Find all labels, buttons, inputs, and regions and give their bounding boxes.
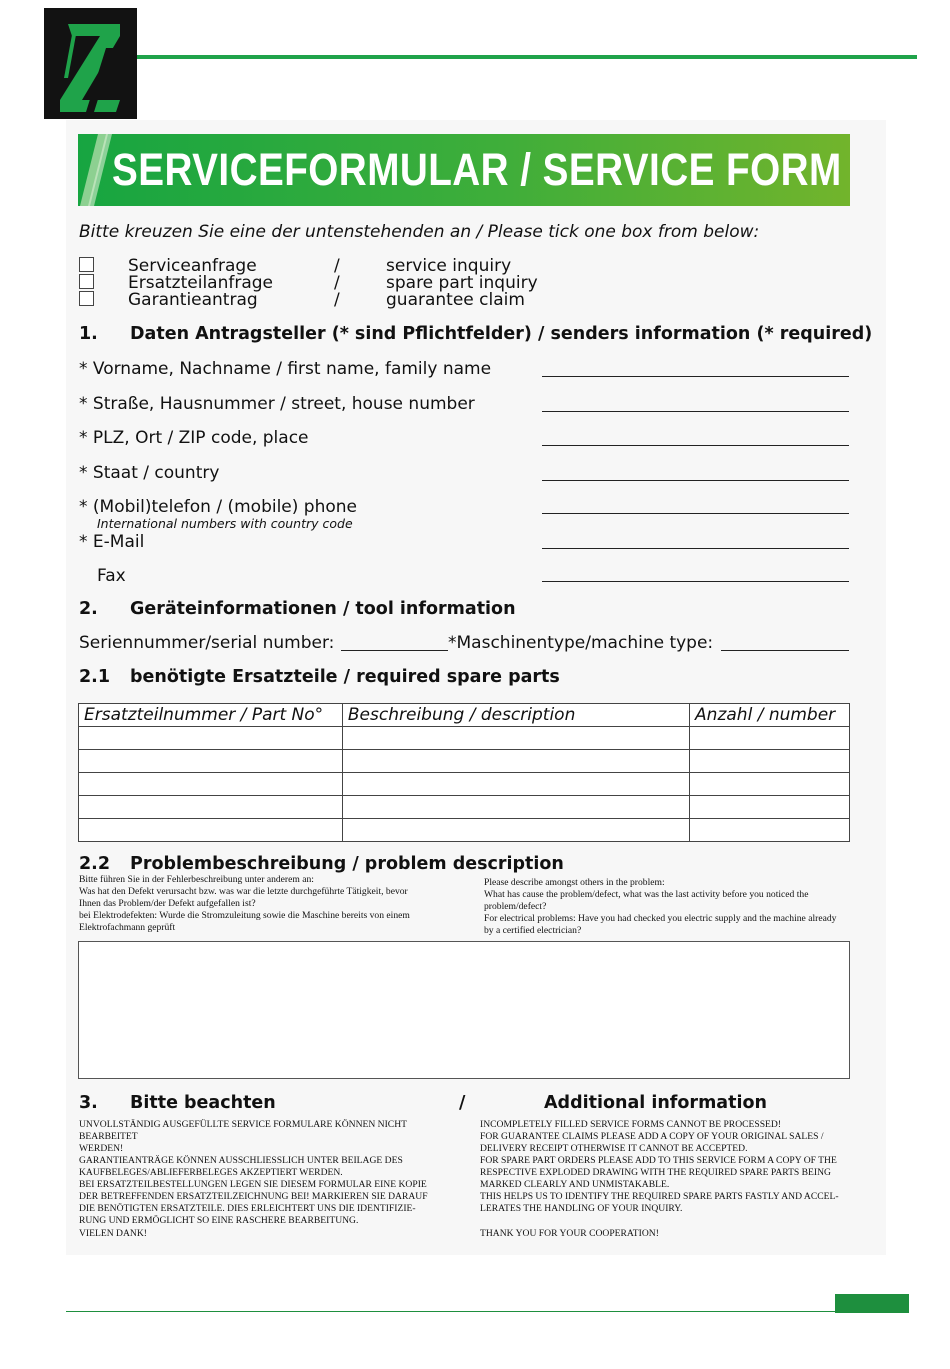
section-2-2-number: 2.2: [79, 854, 111, 874]
column-header-number: Anzahl / number: [690, 704, 850, 727]
checkbox-spare-part-inquiry[interactable]: [79, 274, 94, 289]
section-2-1-number: 2.1: [79, 667, 111, 687]
number-cell[interactable]: [690, 819, 850, 842]
hint-line: problem/defect?: [484, 901, 547, 912]
header-rule: [137, 55, 917, 59]
description-cell[interactable]: [342, 727, 689, 750]
phone-note: International numbers with country code: [97, 516, 353, 531]
field-label-country: * Staat / country: [79, 463, 220, 483]
problem-hint-de: [79, 874, 459, 934]
column-header-description: Beschreibung / description: [342, 704, 689, 727]
field-label-street: * Straße, Hausnummer / street, house number: [79, 394, 475, 414]
description-cell[interactable]: [342, 796, 689, 819]
description-cell[interactable]: [342, 819, 689, 842]
section-3-title-en: Additional information: [544, 1093, 767, 1113]
section-2-1-title: benötigte Ersatzteile / required spare parts: [130, 667, 560, 687]
option-de-label: Ersatzteilanfrage: [128, 273, 273, 293]
hint-line: by a certified electrician?: [484, 925, 582, 936]
option-separator: /: [334, 256, 340, 276]
country-input-line[interactable]: [542, 480, 849, 481]
field-label-phone: * (Mobil)telefon / (mobile) phone: [79, 497, 358, 517]
field-label-email: * E-Mail: [79, 532, 145, 552]
hint-line: What has cause the problem/defect, what was the last activity before you noticed the: [484, 889, 809, 900]
hint-line: Ihnen das Problem/der Defekt aufgefallen ist?: [79, 898, 256, 909]
thanks-de: VIELEN DANK!: [79, 1228, 147, 1239]
option-de-label: Garantieantrag: [128, 290, 258, 310]
instruction-text: Bitte kreuzen Sie eine der untenstehenden an / Please tick one box from below:: [79, 222, 760, 242]
part-no-cell[interactable]: [79, 796, 343, 819]
hint-line: For electrical problems: Have you had checked you electric supply and the machine already: [484, 913, 837, 924]
number-cell[interactable]: [690, 773, 850, 796]
title-banner: [78, 134, 850, 206]
section-3-separator: /: [459, 1093, 466, 1113]
section-3-title-de: Bitte beachten: [130, 1093, 276, 1113]
info-line: RESPECTIVE EXPLODED DRAWING WITH THE REQUIRED SPARE PARTS BEING: [480, 1167, 831, 1178]
hint-line: Bitte führen Sie in der Fehlerbeschreibung unter anderem an:: [79, 874, 314, 885]
serial-number-input-line[interactable]: [341, 650, 448, 651]
checkbox-guarantee-claim[interactable]: [79, 291, 94, 306]
option-separator: /: [334, 273, 340, 293]
hint-line: Please describe amongst others in the problem:: [484, 877, 665, 888]
info-line: UNVOLLSTÄNDIG AUSGEFÜLLTE SERVICE FORMULARE KÖNNEN NICHT BEARBEITET: [79, 1119, 407, 1142]
section-1-number: 1.: [79, 324, 98, 344]
zip-input-line[interactable]: [542, 445, 849, 446]
table-row: [79, 750, 850, 773]
number-cell[interactable]: [690, 727, 850, 750]
option-en-label: spare part inquiry: [386, 273, 538, 293]
problem-hint-en: [484, 877, 854, 937]
info-line: DER BETREFFENDEN ERSATZTEILZEICHNUNG BEI! MARKIEREN SIE DARAUF: [79, 1191, 428, 1202]
email-input-line[interactable]: [542, 548, 849, 549]
info-line: DIE BENÖTIGTEN ERSATZTEILE. DIES ERLEICHTERT UNS DIE IDENTIFIZIE-: [79, 1203, 416, 1214]
info-line: DELIVERY RECEIPT OTHERWISE IT CANNOT BE ACCEPTED.: [480, 1143, 748, 1154]
page-number-tab: [835, 1294, 909, 1313]
number-cell[interactable]: [690, 796, 850, 819]
option-en-label: service inquiry: [386, 256, 512, 276]
option-de-label: Serviceanfrage: [128, 256, 257, 276]
table-row: [79, 727, 850, 750]
additional-info-en: [480, 1119, 860, 1215]
table-row: [79, 796, 850, 819]
hint-line: Elektrofachmann geprüft: [79, 922, 176, 933]
option-separator: /: [334, 290, 340, 310]
footer-rule: [66, 1311, 836, 1312]
section-3-number: 3.: [79, 1093, 98, 1113]
description-cell[interactable]: [342, 773, 689, 796]
description-cell[interactable]: [342, 750, 689, 773]
info-line: KAUFBELEGES/ABLIEFERBELEGES AKZEPTIERT WERDEN.: [79, 1167, 343, 1178]
info-line: LERATES THE HANDLING OF YOUR INQUIRY.: [480, 1203, 683, 1214]
info-line: INCOMPLETELY FILLED SERVICE FORMS CANNOT BE PROCESSED!: [480, 1119, 782, 1130]
spare-parts-table: [78, 703, 850, 842]
column-header-part-no: Ersatzteilnummer / Part No°: [79, 704, 343, 727]
field-label-fax: Fax: [97, 566, 126, 586]
machine-type-input-line[interactable]: [721, 650, 849, 651]
machine-type-label: *Maschinentype/machine type:: [448, 633, 714, 653]
hint-line: Was hat den Defekt verursacht bzw. was war die letzte durchgeführte Tätigkeit, bevor: [79, 886, 408, 897]
banner-slash-icon: [78, 134, 112, 206]
part-no-cell[interactable]: [79, 750, 343, 773]
info-line: FOR GUARANTEE CLAIMS PLEASE ADD A COPY OF YOUR ORIGINAL SALES /: [480, 1131, 824, 1142]
info-line: MARKED CLEARLY AND UNMISTAKABLE.: [480, 1179, 670, 1190]
info-line: RUNG UND ERMÖGLICHT SO EINE RASCHERE BEARBEITUNG.: [79, 1215, 359, 1226]
checkbox-service-inquiry[interactable]: [79, 257, 94, 272]
info-line: BEI ERSATZTEILBESTELLUNGEN LEGEN SIE DIESEM FORMULAR EINE KOPIE: [79, 1179, 427, 1190]
street-input-line[interactable]: [542, 411, 849, 412]
info-line: GARANTIEANTRÄGE KÖNNEN AUSSCHLIESSLICH UNTER BEILAGE DES: [79, 1155, 403, 1166]
part-no-cell[interactable]: [79, 819, 343, 842]
section-1-title: Daten Antragsteller (* sind Pflichtfelder) / senders information (* required): [130, 324, 873, 344]
part-no-cell[interactable]: [79, 727, 343, 750]
table-row: [79, 773, 850, 796]
section-2-number: 2.: [79, 599, 98, 619]
info-line: THIS HELPS US TO IDENTIFY THE REQUIRED SPARE PARTS FASTLY AND ACCEL-: [480, 1191, 839, 1202]
thanks-en: THANK YOU FOR YOUR COOPERATION!: [480, 1228, 659, 1239]
page-title: SERVICEFORMULAR / SERVICE FORM: [112, 144, 842, 195]
phone-input-line[interactable]: [542, 513, 849, 514]
section-2-title: Geräteinformationen / tool information: [130, 599, 516, 619]
field-label-zip: * PLZ, Ort / ZIP code, place: [79, 428, 309, 448]
section-2-2-title: Problembeschreibung / problem description: [130, 854, 564, 874]
table-row: [79, 819, 850, 842]
fax-input-line[interactable]: [542, 581, 849, 582]
part-no-cell[interactable]: [79, 773, 343, 796]
hint-line: bei Elektrodefekten: Wurde die Stromzuleitung sowie die Maschine bereits von einem: [79, 910, 410, 921]
number-cell[interactable]: [690, 750, 850, 773]
problem-description-textarea[interactable]: [78, 941, 850, 1079]
info-line: WERDEN!: [79, 1143, 124, 1154]
serial-number-label: Seriennummer/serial number:: [79, 633, 335, 653]
info-line: FOR SPARE PART ORDERS PLEASE ADD TO THIS SERVICE FORM A COPY OF THE: [480, 1155, 837, 1166]
field-label-name: * Vorname, Nachname / first name, family name: [79, 359, 492, 379]
additional-info-de: [79, 1119, 459, 1227]
table-header-row: [79, 704, 850, 727]
name-input-line[interactable]: [542, 376, 849, 377]
option-en-label: guarantee claim: [386, 290, 525, 310]
company-logo: [44, 8, 137, 119]
